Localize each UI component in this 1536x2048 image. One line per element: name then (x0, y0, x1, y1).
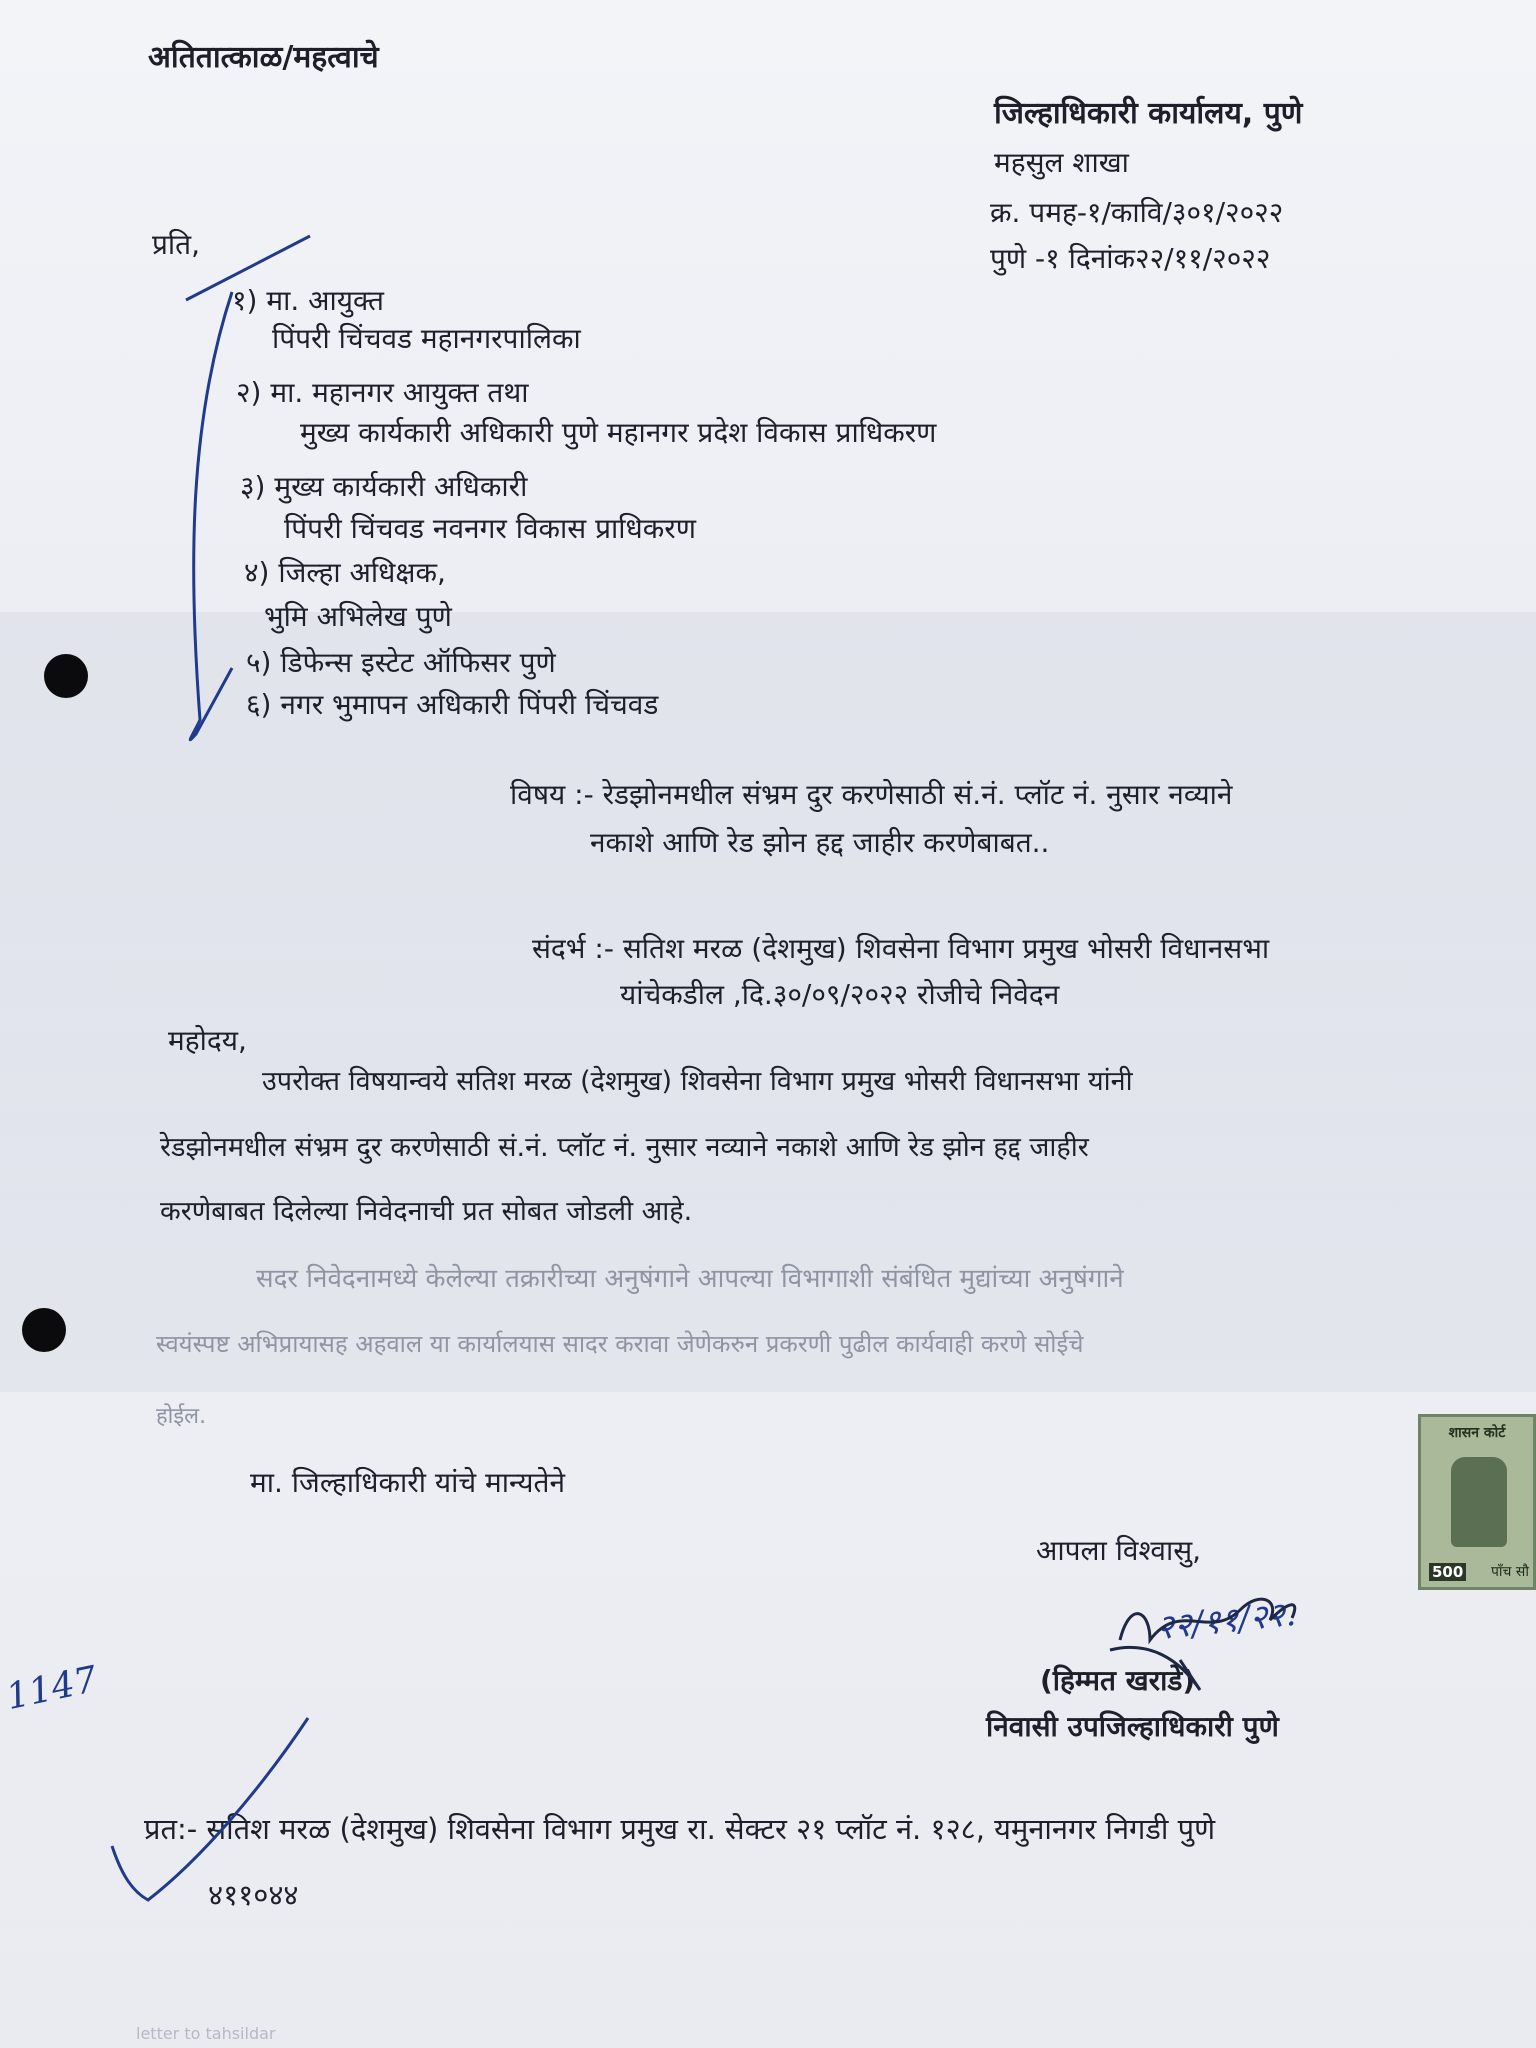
copy-to-line: प्रत:- सतिश मरळ (देशमुख) शिवसेना विभाग प्रमुख रा. सेक्टर २१ प्लॉट नं. १२८, यमुनानगर निगडी पुणे (144, 1812, 1216, 1846)
priority-label: अतितात्काळ/महत्वाचे (148, 40, 379, 75)
recipient-3-title: ३) मुख्य कार्यकारी अधिकारी (240, 470, 528, 503)
signatory-title: निवासी उपजिल्हाधिकारी पुणे (986, 1710, 1279, 1743)
subject-line-1: विषय :- रेडझोनमधील संभ्रम दुर करणेसाठी सं.नं. प्लॉट नं. नुसार नव्याने (510, 778, 1233, 811)
place-date: पुणे -१ दिनांक२२/११/२०२२ (990, 242, 1271, 275)
footer-faint-text: letter to tahsildar (136, 2024, 276, 2043)
revenue-stamp (1418, 1414, 1536, 1590)
branch-name: महसुल शाखा (994, 146, 1129, 179)
margin-note: 1147 (2, 1658, 101, 1719)
body-para2-line3: होईल. (156, 1404, 207, 1429)
office-name: जिल्हाधिकारी कार्यालय, पुणे (994, 96, 1303, 131)
body-para1-line3: करणेबाबत दिलेल्या निवेदनाची प्रत सोबत जोडली आहे. (160, 1196, 693, 1227)
signatory-name: (हिम्मत खराडे) (1040, 1664, 1196, 1697)
recipient-3-org: पिंपरी चिंचवड नवनगर विकास प्राधिकरण (284, 512, 696, 545)
approval-line: मा. जिल्हाधिकारी यांचे मान्यतेने (250, 1466, 566, 1499)
stamp-value-text: पाँच सौ (1490, 1564, 1529, 1580)
recipient-1-org: पिंपरी चिंचवड महानगरपालिका (272, 322, 581, 355)
recipient-4-org: भुमि अभिलेख पुणे (264, 600, 452, 633)
punch-hole-top (44, 654, 88, 698)
recipient-2-title: २) मा. महानगर आयुक्त तथा (236, 376, 529, 409)
paper-fold-lower (0, 1392, 1536, 2048)
punch-hole-bottom (22, 1308, 66, 1352)
salutation: महोदय, (168, 1024, 247, 1057)
recipient-4-title: ४) जिल्हा अधिक्षक, (244, 556, 446, 589)
copy-to-pincode: ४११०४४ (208, 1878, 299, 1912)
body-para2-line1: सदर निवेदनामध्ये केलेल्या तक्रारीच्या अनुषंगाने आपल्या विभागाशी संबंधित मुद्यांच्या अनुषंगाने (256, 1264, 1124, 1294)
recipient-1-title: १) मा. आयुक्त (232, 284, 385, 317)
stamp-value: 500 (1429, 1563, 1466, 1581)
body-para1-line1: उपरोक्त विषयान्वये सतिश मरळ (देशमुख) शिवसेना विभाग प्रमुख भोसरी विधानसभा यांनी (262, 1066, 1133, 1097)
body-para1-line2: रेडझोनमधील संभ्रम दुर करणेसाठी सं.नं. प्लॉट नं. नुसार नव्याने नकाशे आणि रेड झोन हद्द जाहीर (160, 1132, 1089, 1163)
recipient-6-title: ६) नगर भुमापन अधिकारी पिंपरी चिंचवड (246, 688, 659, 721)
recipient-2-org: मुख्य कार्यकारी अधिकारी पुणे महानगर प्रदेश विकास प्राधिकरण (300, 416, 937, 449)
recipient-5-title: ५) डिफेन्स इस्टेट ऑफिसर पुणे (246, 646, 556, 679)
prati-label: प्रति, (152, 228, 201, 261)
reference-number: क्र. पमह-१/कावि/३०१/२०२२ (990, 196, 1284, 229)
subject-line-2: नकाशे आणि रेड झोन हद्द जाहीर करणेबाबत.. (590, 826, 1050, 859)
stamp-header: शासन कोर्ट (1448, 1425, 1506, 1441)
body-para2-line2: स्वयंस्पष्ट अभिप्रायासह अहवाल या कार्यालयास सादर करावा जेणेकरुन प्रकरणी पुढील कार्यवाही करणे सोईचे (156, 1330, 1084, 1358)
closing: आपला विश्वासु, (1036, 1534, 1202, 1567)
reference-line-1: संदर्भ :- सतिश मरळ (देशमुख) शिवसेना विभाग प्रमुख भोसरी विधानसभा (532, 932, 1270, 965)
emblem-icon (1451, 1457, 1507, 1547)
signature-date: २२/११/२२. (1154, 1593, 1298, 1649)
reference-line-2: यांचेकडील ,दि.३०/०९/२०२२ रोजीचे निवेदन (620, 978, 1060, 1011)
